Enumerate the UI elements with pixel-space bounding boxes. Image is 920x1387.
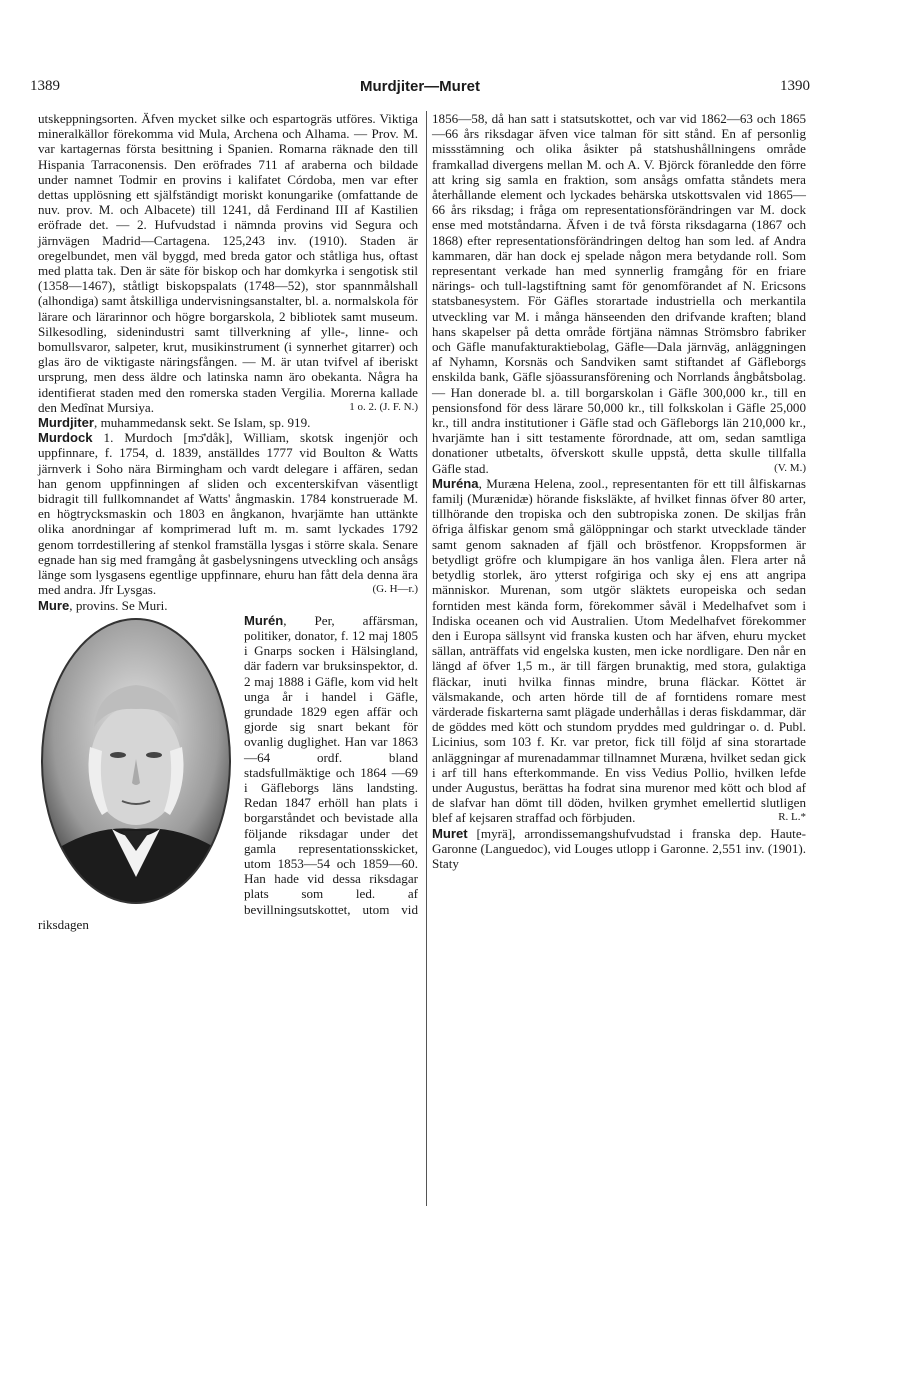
murcia-signature: 1 o. 2. (J. F. N.) bbox=[349, 400, 418, 413]
left-column bbox=[38, 111, 418, 932]
headword-muret: Muret bbox=[432, 825, 468, 841]
murdock-signature: (G. H—r.) bbox=[372, 583, 418, 596]
murcia-text: utskeppningsorten. Äfven mycket silke och espartogräs utföres. Viktiga mineralkällor förekomma vid Mula, Archena och Alhama. — Prov. M. var kartagernas första besittning i Spanien. Romarna räknade den till Hispania Tarraconensis. Den eröfrades 711 af araberna och bildade under namnet Todmir en provins i kalifatet Córdoba, men var efter dettas upplösning ett själfständigt moriskt konungarike (omfattande de nuv. prov. M. och Albacete) till 1241, då Ferdinand III af Kastilien eröfrade det. — 2. Hufvudstad i nämnda provins vid Segura och järnvägen Madrid—Cartagena. 125,243 inv. (1910). Staden är oregelbundet, men väl byggd, med breda gator och ståtliga hus, oftast med platta tak. Den är säte för biskop och har domkyrka i sengotisk stil (1358—1467), ståtligt biskopspalats (1748—52), stor spannmålshall (alhondiga) samt åtskilliga undervisningsanstalter, bl. a. normalskola för lärare och lärarinnor och högre borgarskola, 2 bibliotek samt museum. Silkesodling, sidenindustri samt tillverkning af ylle-, linne- och bomullsvaror, salpeter, krut, musikinstrument (i synnerhet gitarrer) och glas äro de viktigaste näringsfången. — M. är utan tvifvel af iberiskt ursprung, men dess äldre och latinska namn äro obekanta. Några ha identifierat staden med den romerska staden Vergilia. Morerna kallade den Medînat Mursiya. bbox=[38, 111, 418, 415]
portrait-image bbox=[38, 615, 234, 907]
entry-murcia-continued bbox=[38, 111, 418, 415]
entry-muren-continued bbox=[432, 111, 806, 476]
entry-murena bbox=[432, 476, 806, 826]
murena-signature: R. L.* bbox=[778, 811, 806, 824]
headword-muren: Murén bbox=[244, 612, 284, 628]
headword-murdjiter: Murdjiter bbox=[38, 415, 95, 431]
murena-text: , Muræna Helena, zool., representanten för ett till ålfiskarnas familj (Murænidæ) hörande fisksläkte, af hvilket finnas öfver 80 arter, tillhörande den tropiska och den subtropiska zonen. De skiljas från öfriga ålfiskar genom små gälöppningar och starkt utvecklade tänder samt genom saknaden af fjäll och bröstfenor. Kroppsformen är betydligt gröfre och klumpigare än hos vanliga ålen. Flera arter nå betydlig storlek, äro ytterst rofgiriga och sky ej ens att angripa människor. Murenan, som utgör släktets europeiska och sedan forntiden mest kända form, förekommer såväl i Medelhafvet som i Indiska oceanen och vid Australien. Utom Medelhafvet förekommer den i Europa sällsynt vid franska kusten och har äfven, ehuru mycket sällan, anträffats vid engelska kusten, men icke nordligare. Den når en längd af öfver 1,5 m., är till färgen brunaktig, med stora, gulaktiga fläckar, inuti hvilka finnas mindre, bruna fläckar. Köttet är välsmakande, och arten hörde till de af forntidens romare mest värderade fiskarterna samt plägade underhållas i deras fiskdammar, där de göddes med kött och stundom pryddes med guldringar o. d. Publ. Licinius, som 103 f. Kr. var pretor, fick till följd af sina storartade anläggningar af murenadammar tillnamnet Muræna, hvilket sedan gick i arf till hans efterkommande. En viss Vedius Pollio, hvilken lefde under Augustus, berättas ha fodrat sina murenor med kött och blod af de slafvar han dömt till döden, hvilken grymhet emellertid slutligen blef af kejsaren straffad och förbjuden. bbox=[432, 475, 806, 826]
right-column bbox=[432, 111, 806, 871]
page-number-left: 1389 bbox=[30, 78, 60, 94]
headword-murdock: Murdock bbox=[38, 430, 93, 446]
murdjiter-text: , muhammedansk sekt. Se Islam, sp. 919. bbox=[94, 415, 311, 431]
entry-murdock bbox=[38, 430, 418, 597]
running-title: Murdjiter—Muret bbox=[360, 78, 480, 95]
entry-murdjiter bbox=[38, 415, 418, 430]
page-header bbox=[30, 78, 810, 98]
headword-murena: Muréna bbox=[432, 475, 479, 491]
headword-mure: Mure bbox=[38, 597, 70, 613]
muren-continued-text: 1856—58, då han satt i statsutskottet, och var vid 1862—63 och 1865—66 års riksdagar äfven vice talman för sitt stånd. En af personlig missstämning och olika åsikter på statshushållningens område framkallad divergens mellan M. och A. V. Björck föranledde den förre att kring sig samla en fraktion, som ansågs omfatta ståndets mera återhållande element och lyckades behärska utskottsvalen vid 1865—66 års riksdag; i fråga om representationsförändringen var M. dock ense med motståndarna. Äfven i de två första riksdagarna (1867 och 1868) efter representationsförändringen deltog han som led. af Andra kammaren, där han dock ej spelade någon mera betydande roll. Som representant verkade han med synnerlig framgång för en friare närings- och tull-lagstiftning samt för genomförandet af N. Ericsons statsbanesystem. För Gäfles storartade industriella och merkantila utveckling var M. i många hänseenden den drifvande kraften; bland hans skapelser på detta område förtjäna nämnas Strömsbro fabriker och Gäfle manufakturaktiebolag, Gäfle—Dala järnväg, anläggningen af Nyhamn, Korsnäs och Sandviken samt stiftandet af Gäfleborgs enskilda bank, Gäfle sjöassuransförening och Norrlands ångbåtsbolag. — Han donerade bl. a. till borgarskolan i Gäfle 300,000 kr., till en pensionsfond för dess lärare 50,000 kr., till folkskolan i Gäfle 25,000 kr., till andra institutioner i Gäfle stad och Gäfleborgs län 210,000 kr., hvarjämte han i sitt testamente förordnade, att om, sedan samtliga donationer utbetalts, öfverskott skulle uppstå, detta skulle tillfalla Gäfle stad. bbox=[432, 111, 806, 476]
entry-muret bbox=[432, 826, 806, 872]
entry-mure bbox=[38, 598, 418, 613]
column-divider bbox=[426, 111, 427, 1206]
page-number-right: 1390 bbox=[780, 78, 810, 94]
muren-signature: (V. M.) bbox=[774, 461, 806, 474]
entry-muren bbox=[38, 613, 418, 932]
muren-text: , Per, affärsman, politiker, donator, f. 12 maj 1805 i Gnarps socken i Hälsingland, där fadern var bruksinspektor, d. 2 maj 1888 i Gäfle, kom vid helt unga år i handel i Gäfle, grundade 1829 egen affär och gjorde sig snart bekant för ovanlig duglighet. Han var 1863 —64 ordf. bland stadsfullmäktige och 1864 —69 i Gäfleborgs läns landsting. Redan 1847 erhöll han plats i borgarståndet och bevistade alla följande riksdagar under det gamla representationsskicket, utom 1853—54 och 1859—60. Han hade vid dessa riksdagar plats som led. af bevillningsutskottet, utom vid riksdagen bbox=[38, 612, 418, 932]
mure-text: , provins. Se Muri. bbox=[69, 597, 168, 613]
murdock-text: 1. Murdoch [mɔ̄'dåk], William, skotsk ingenjör och uppfinnare, f. 1754, d. 1839, anställdes 1777 vid Boulton & Watts järnverk i Soho nära Birmingham och vardt delegare i affären, sedan han genom uppfinningen af sliden och excenterskifvan väsentligt bidragit till fullkomnandet af Watts' ångmaskin. 1784 konstruerade M. en högtrycksmaskin och 1803 en ångkanon, hvarjämte han uttänkte olika anordningar af komprimerad luft m. m. samt lyckades 1792 genom torrdestillering af stenkol framställa lysgas i större skala. Senare egnade han sig med framgång åt gasbelysningens utveckling och ansågs länge som lysgasens egentlige uppfinnare, ehuru han fått dela denna ära med andra. Jfr Lysgas. bbox=[38, 430, 418, 598]
portrait-per-muren bbox=[38, 615, 234, 907]
muret-text: [myrä], arrondissemangshufvudstad i franska dep. Haute-Garonne (Languedoc), vid Louges utlopp i Garonne. 2,551 inv. (1901). Staty bbox=[432, 825, 806, 871]
